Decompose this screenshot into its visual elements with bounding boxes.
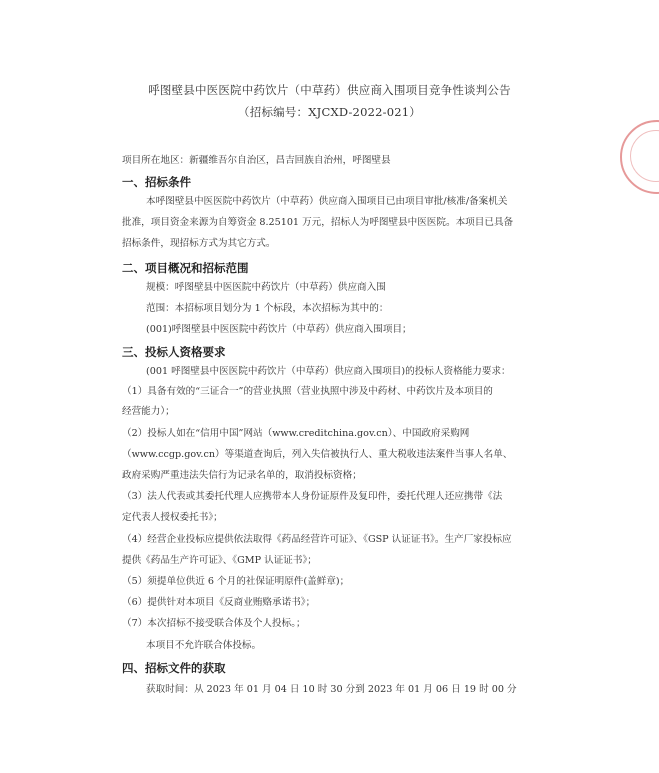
- section-4-text-line: 获取时间：从 2023 年 01 月 04 日 10 时 30 分到 2023 年 01 月 06 日 19 时 00 分: [146, 684, 517, 695]
- section-2-text-line: 范围：本招标项目划分为 1 个标段，本次招标为其中的：: [146, 303, 389, 314]
- red-seal-stamp: [620, 120, 659, 194]
- section-3-text-line: （4）经营企业投标应提供依法取得《药品经营许可证》、《GSP 认证证书》。生产厂家投标应: [122, 534, 512, 545]
- section-2-text-line: 规模：呼图壁县中医医院中药饮片（中草药）供应商入围: [146, 282, 386, 293]
- project-location: 项目所在地区：新疆维吾尔自治区，昌吉回族自治州，呼图壁县: [122, 155, 391, 166]
- section-3-text-line: 政府采购严重违法失信行为记录名单的，取消投标资格；: [122, 470, 362, 481]
- section-1-text-line: 批准，项目资金来源为自筹资金 8.25101 万元，招标人为呼图壁县中医医院。本项目已具备: [122, 217, 514, 228]
- section-3-text-line: （3）法人代表或其委托代理人应携带本人身份证原件及复印件，委托代理人还应携带《法: [122, 491, 503, 502]
- section-1-heading: 一、招标条件: [122, 175, 191, 189]
- document-title: 呼图壁县中医医院中药饮片（中草药）供应商入围项目竞争性谈判公告: [148, 83, 511, 97]
- section-1-text-line: 本呼图壁县中医医院中药饮片（中草药）供应商入围项目已由项目审批/核准/备案机关: [146, 196, 508, 207]
- section-1-text-line: 招标条件，现招标方式为其它方式。: [122, 238, 276, 249]
- section-3-text-line: 经营能力）；: [122, 406, 175, 417]
- section-3-text-line: 定代表人授权委托书》；: [122, 512, 223, 523]
- section-4-heading: 四、招标文件的获取: [122, 661, 226, 675]
- section-3-text-line: 提供《药品生产许可证》、《GMP 认证证书》；: [122, 555, 317, 566]
- section-3-text-line: （7）本次招标不接受联合体及个人投标。；: [122, 618, 306, 629]
- section-2-heading: 二、项目概况和招标范围: [122, 261, 249, 275]
- section-3-text-line: （5）须提单位供近 6 个月的社保证明原件(盖鲜章)；: [122, 576, 350, 587]
- section-2-text-line: (001)呼图壁县中医医院中药饮片（中草药）供应商入围项目；: [146, 324, 412, 335]
- section-3-text-line: （www.ccgp.gov.cn）等渠道查询后，列入失信被执行人、重大税收违法案件当事人名单、: [122, 449, 513, 460]
- section-3-text-line: （1）具备有效的“三证合一”的营业执照（营业执照中涉及中药材、中药饮片及本项目的: [122, 386, 493, 397]
- section-3-heading: 三、投标人资格要求: [122, 345, 226, 359]
- section-3-text-line: （6）提供针对本项目《反商业贿赂承诺书》；: [122, 597, 316, 608]
- section-3-text-line: 本项目不允许联合体投标。: [146, 640, 262, 651]
- section-3-text-line: （2）投标人如在“信用中国”网站（www.creditchina.gov.cn）、中国政府采购网: [122, 428, 470, 439]
- tender-number: （招标编号：XJCXD-2022-021）: [238, 105, 421, 119]
- section-3-text-line: (001 呼图壁县中医医院中药饮片（中草药）供应商入围项目)的投标人资格能力要求：: [146, 366, 511, 377]
